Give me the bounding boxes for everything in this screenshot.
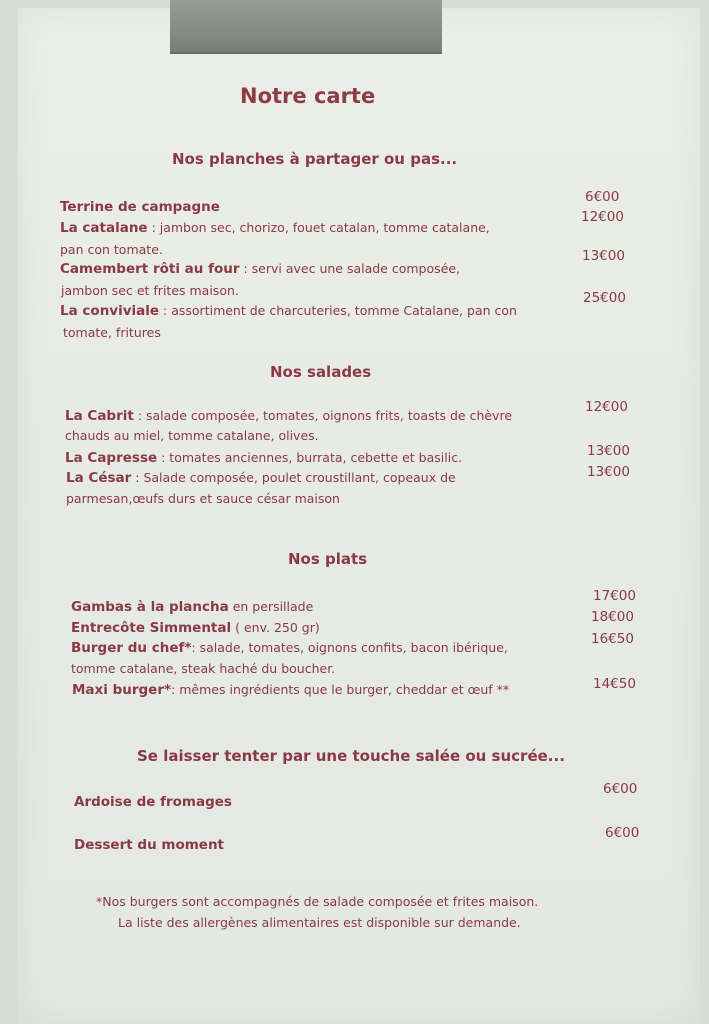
menu-item [71,599,313,615]
clipboard-clip [170,0,442,54]
page-title: Notre carte [240,84,376,108]
item-name: Burger du chef* [71,640,192,656]
item-description: : Salade composée, poulet croustillant, copeaux de [131,470,456,485]
item-description-cont: tomme catalane, steak haché du boucher. [71,661,336,676]
item-description: en persillade [228,599,314,614]
item-name: Gambas à la plancha [71,599,229,615]
item-description: : mêmes ingrédients que le burger, cheddar et œuf ** [171,682,510,697]
item-description: : salade, tomates, oignons confits, bacon ibérique, [191,640,508,655]
menu-item [65,408,512,424]
item-price: 14€50 [593,676,636,692]
item-name: La catalane [60,220,148,236]
item-price: 18€00 [591,609,634,625]
item-description-cont: parmesan,œufs durs et sauce césar maison [66,491,340,506]
item-description: : assortiment de charcuteries, tomme Catalane, pan con [159,303,517,318]
item-description: : salade composée, tomates, oignons frits, toasts de chèvre [133,408,513,423]
item-price: 16€50 [591,631,634,647]
item-name: Terrine de campagne [60,199,220,215]
item-price: 12€00 [581,209,624,225]
menu-item [60,303,517,319]
item-description: ( env. 250 gr) [231,620,320,635]
item-price: 6€00 [585,189,620,205]
section-heading: Nos planches à partager ou pas... [172,150,458,168]
item-description: : servi avec une salade composée, [239,261,460,276]
item-name: Dessert du moment [74,837,225,853]
item-name: Camembert rôti au four [60,261,240,277]
item-name: La Capresse [65,450,158,466]
item-name: Entrecôte Simmental [71,620,232,636]
item-description-cont: jambon sec et frites maison. [61,283,239,298]
item-price: 13€00 [587,443,630,459]
footnote: La liste des allergènes alimentaires est disponible sur demande. [118,915,521,930]
item-price: 17€00 [593,588,636,604]
menu-item [60,220,490,236]
item-description: : tomates anciennes, burrata, cebette et basilic. [157,450,463,465]
item-description: : jambon sec, chorizo, fouet catalan, tomme catalane, [147,220,490,235]
item-price: 6€00 [603,781,638,797]
item-name: Maxi burger* [72,682,172,698]
section-heading: Se laisser tenter par une touche salée ou sucrée... [137,747,565,765]
menu-item [60,261,460,277]
item-name: La Cabrit [65,408,134,424]
item-description-cont: chauds au miel, tomme catalane, olives. [65,428,319,443]
item-name: La César [66,470,132,486]
item-price: 12€00 [585,399,628,415]
item-price: 6€00 [605,825,640,841]
section-heading: Nos salades [270,363,372,381]
item-name: La conviviale [60,303,160,319]
menu-item [65,450,462,466]
footnote: *Nos burgers sont accompagnés de salade composée et frites maison. [96,894,539,909]
menu-item [72,682,509,698]
menu-item [66,470,456,486]
item-price: 13€00 [587,464,630,480]
menu-item [71,640,508,656]
item-price: 25€00 [583,290,626,306]
menu-item [74,837,224,853]
menu-item [60,199,220,215]
item-name: Ardoise de fromages [74,794,232,810]
item-description-cont: pan con tomate. [60,242,163,257]
item-description-cont: tomate, fritures [63,325,161,340]
menu-item [71,620,320,636]
section-heading: Nos plats [288,550,368,568]
menu-item [74,794,232,810]
item-price: 13€00 [582,248,625,264]
